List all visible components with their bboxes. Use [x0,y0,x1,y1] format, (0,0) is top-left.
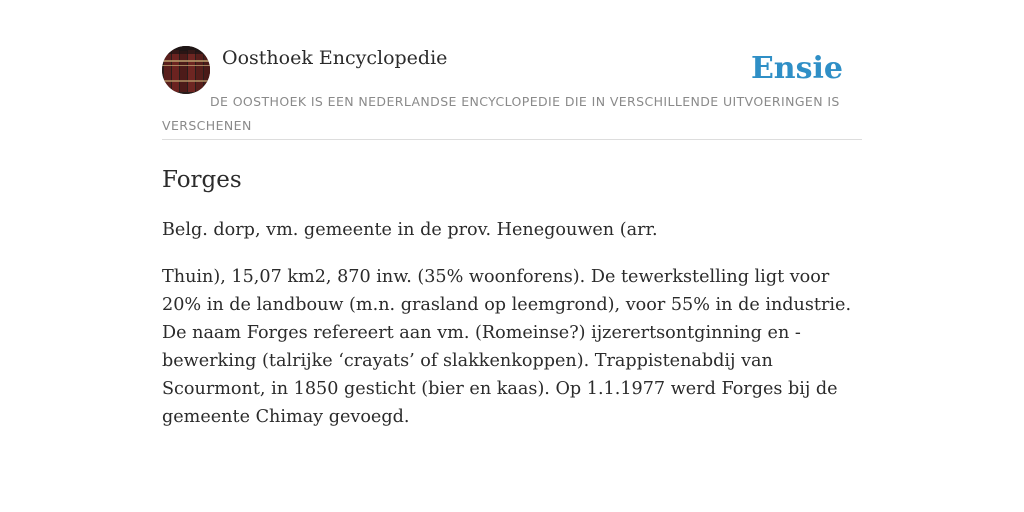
source-title[interactable]: Oosthoek Encyclopedie [222,47,448,69]
source-description: DE OOSTHOEK IS EEN NEDERLANDSE ENCYCLOPEDIE DIE IN VERSCHILLENDE UITVOERINGEN IS VERSCHENEN [162,94,840,133]
brand-logo[interactable]: Ensie [750,51,843,86]
article-paragraph: Belg. dorp, vm. gemeente in de prov. Henegouwen (arr. [162,220,658,240]
article-title: Forges [162,167,242,193]
article-paragraph: Thuin), 15,07 km2, 870 inw. (35% woonforens). De tewerkstelling ligt voor 20% in de landbouw (m.n. grasland op leemgrond), voor 55% in de industrie. De naam Forges refereert aan vm. (Romeinse?) ijzerertsontginning en -bewerking (talrijke ‘crayats’ of slakkenkoppen). Trappistenabdij van Scourmont, in 1850 gesticht (bier en kaas). Op 1.1.1977 werd Forges bij de gemeente Chimay gevoegd. [162,267,852,427]
source-header [162,46,862,140]
encyclopedia-books-icon[interactable] [162,46,210,94]
article-card [162,46,862,431]
